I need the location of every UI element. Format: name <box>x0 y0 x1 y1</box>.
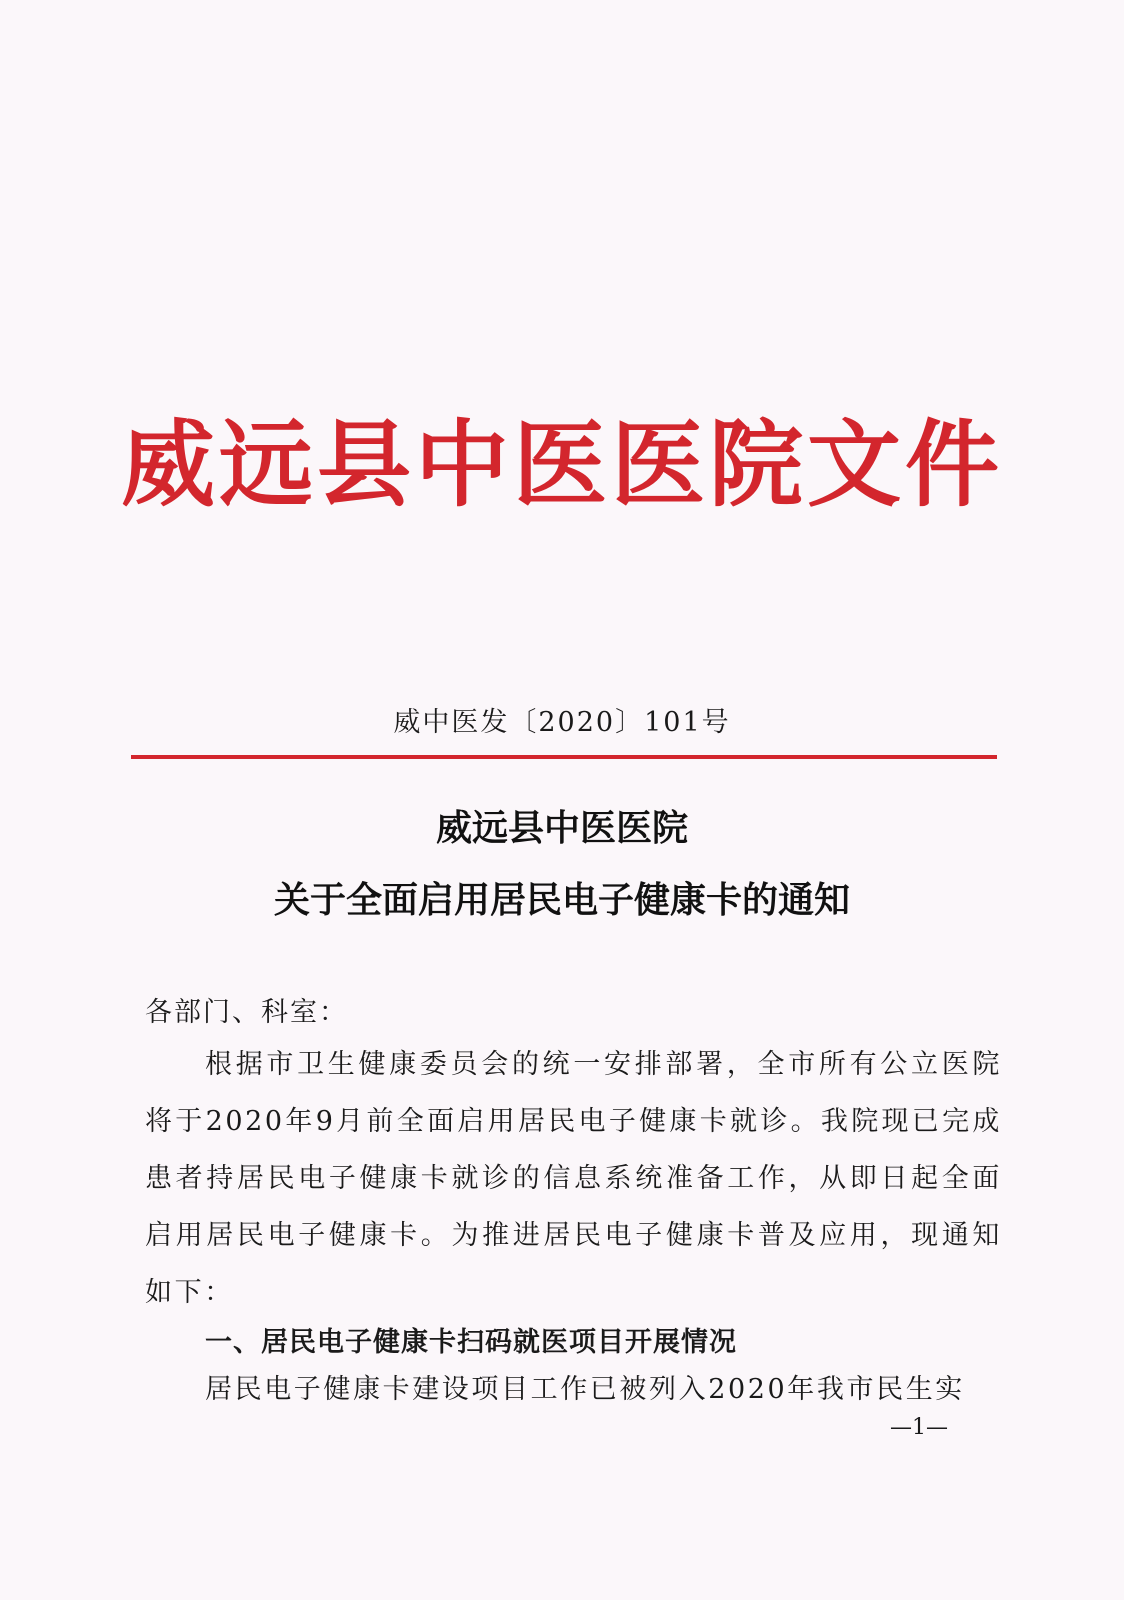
salutation: 各部门、科室： <box>145 997 348 1028</box>
notice-title-line-2: 关于全面启用居民电子健康卡的通知 <box>273 879 850 921</box>
document-number: 威中医发〔2020〕101号 <box>393 707 731 738</box>
masthead-title: 威远县中医医院文件 <box>120 410 1003 520</box>
body-paragraph-1: 根据市卫生健康委员会的统一安排部署，全市所有公立医院将于2020年9月前全面启用居民电子健康卡就诊。我院现已完成患者持居民电子健康卡就诊的信息系统准备工作，从即日起全面启用居民电子健康卡。为推进居民电子健康卡普及应用，现通知如下： <box>145 1049 1002 1308</box>
red-divider-line <box>131 755 997 759</box>
page-number: —1— <box>890 1415 948 1440</box>
body-paragraph-2: 居民电子健康卡建设项目工作已被列入2020年我市民生实 <box>205 1374 965 1405</box>
section-heading-1: 一、居民电子健康卡扫码就医项目开展情况 <box>205 1327 737 1358</box>
notice-title-line-1: 威远县中医医院 <box>435 807 688 849</box>
